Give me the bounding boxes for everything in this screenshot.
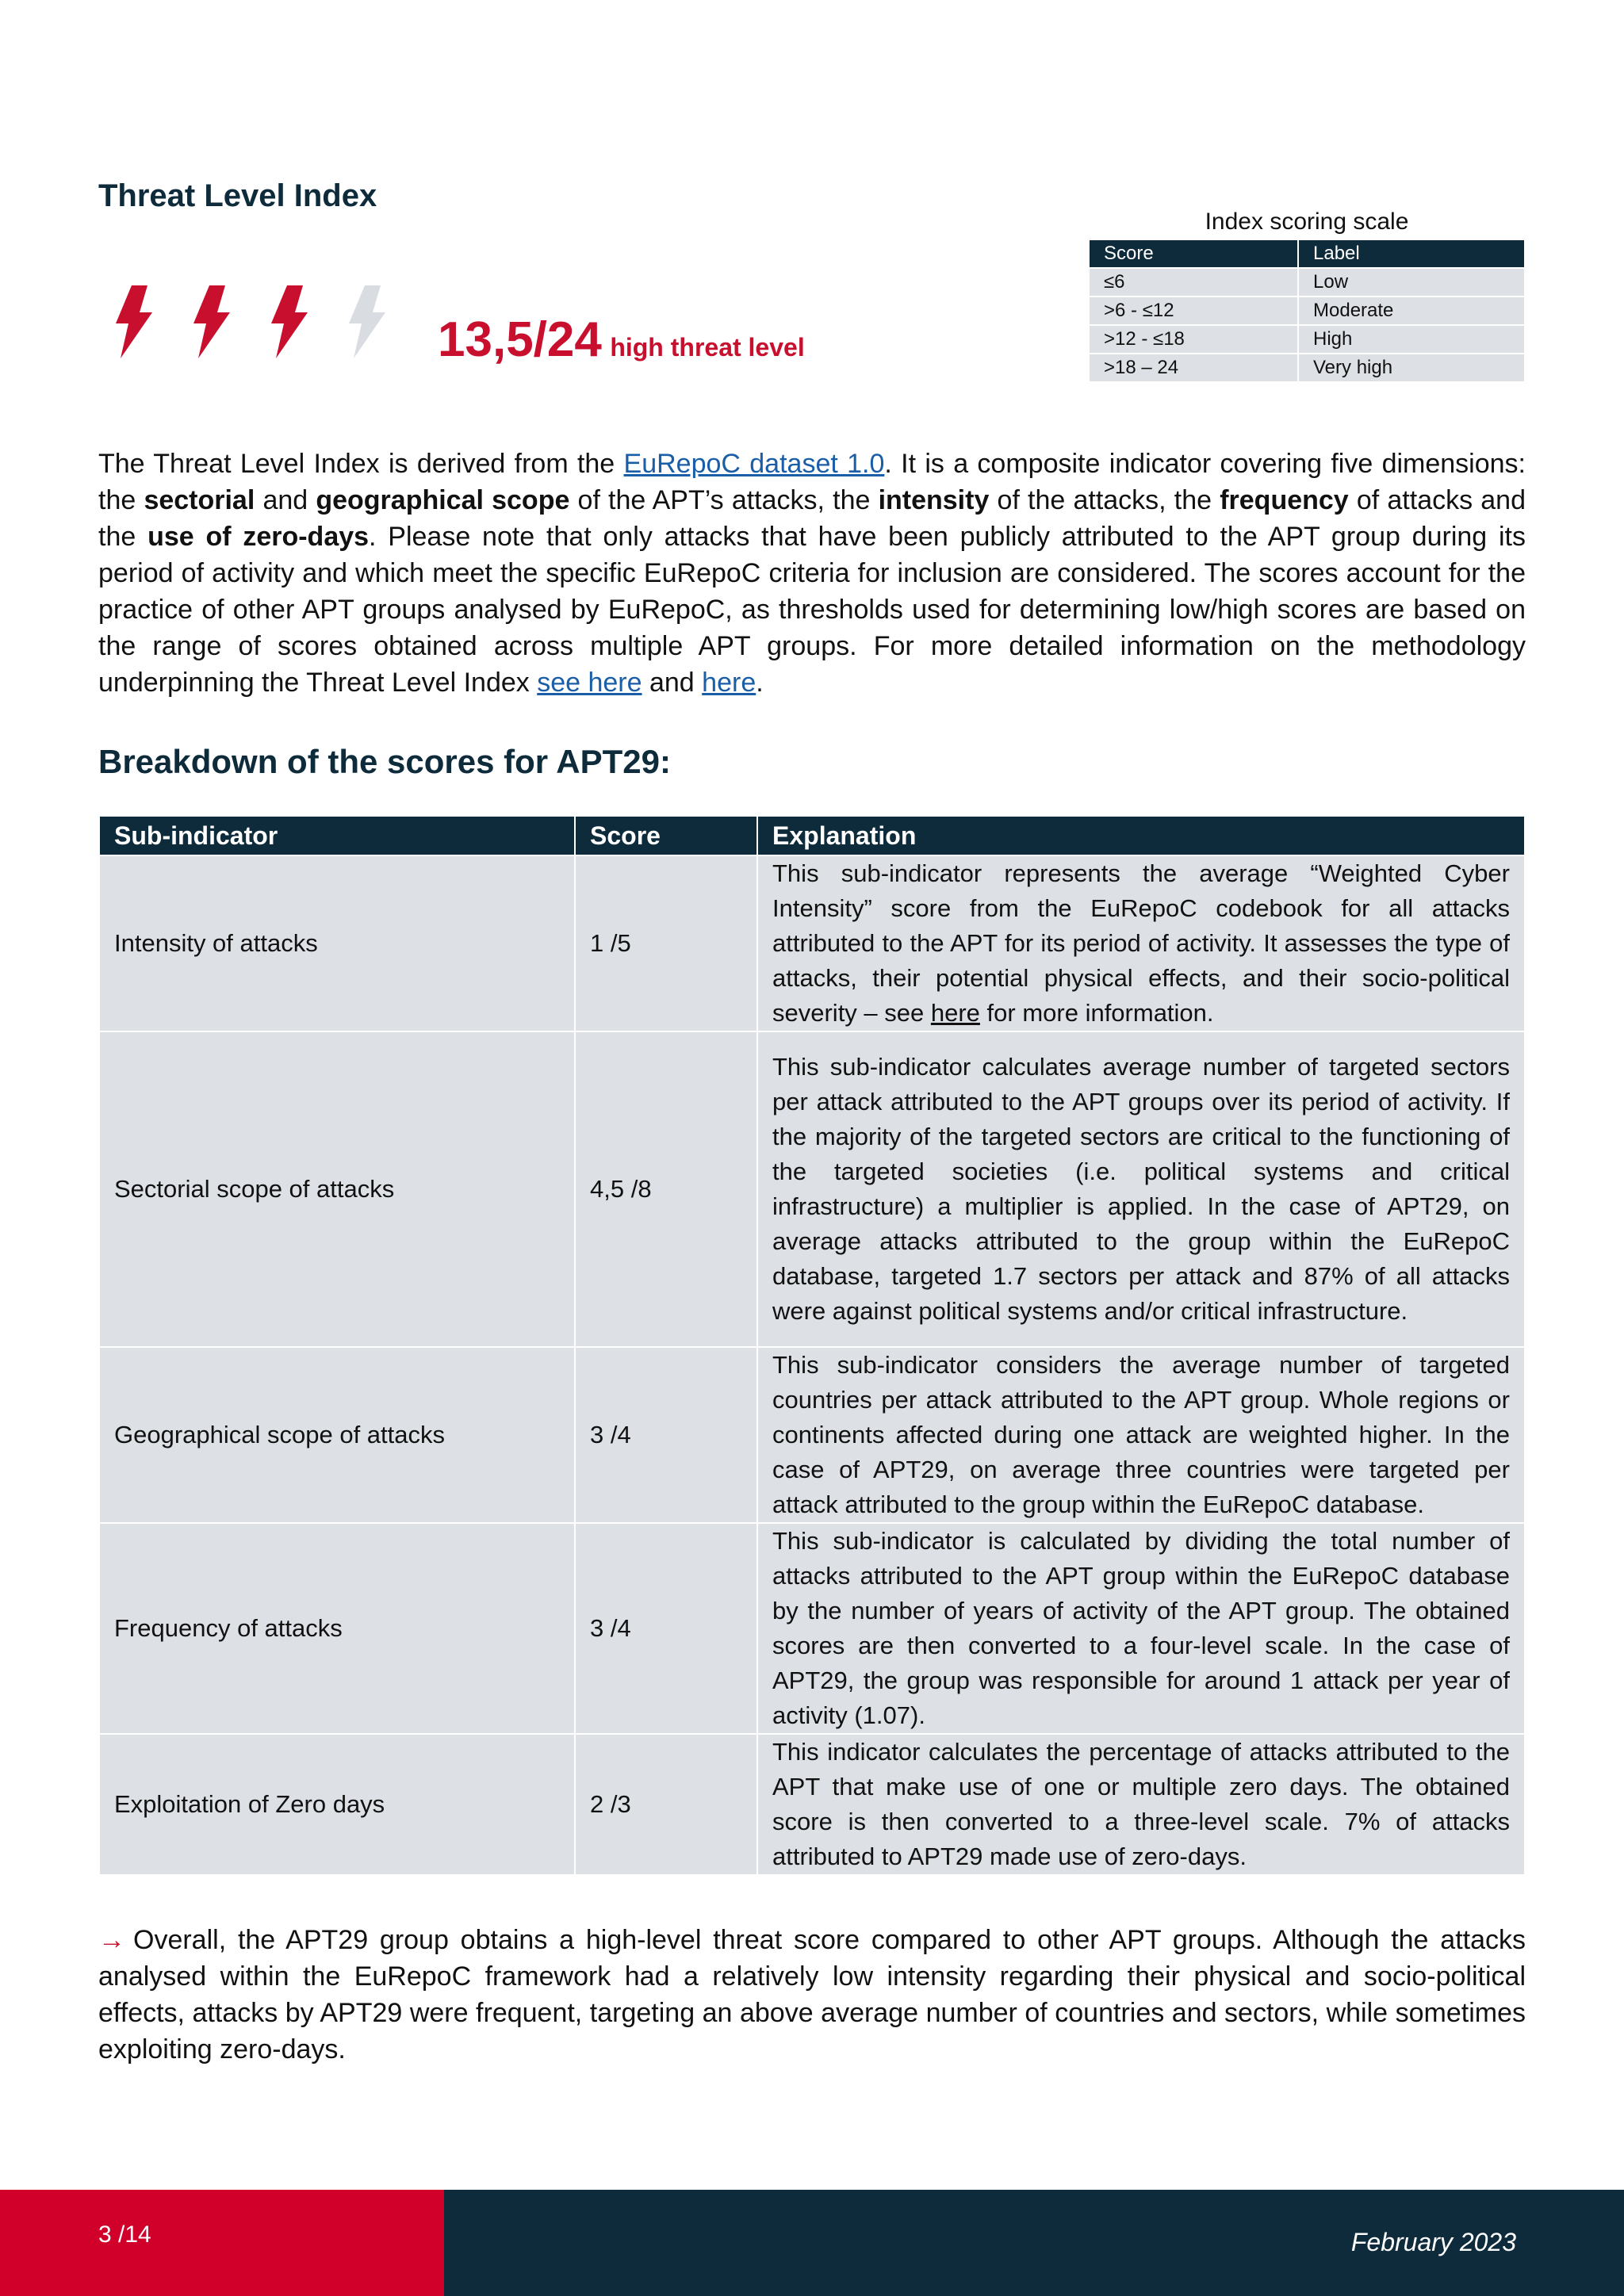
scale-header-label: Label xyxy=(1298,239,1525,268)
header-score: Score xyxy=(575,816,757,855)
explanation-text: This sub-indicator represents the average “Weighted Cyber Intensity” score from the EuRepoC codebook for all attacks attributed to the APT for its period of activity. It assesses the type of attacks, their potential physical effects, and their socio-political severity – see xyxy=(772,859,1510,1027)
page-title: Threat Level Index xyxy=(98,178,377,213)
scale-score: >18 – 24 xyxy=(1089,354,1298,382)
intro-paragraph xyxy=(98,446,1526,701)
here-link[interactable]: here xyxy=(702,668,756,698)
footer-date: February 2023 xyxy=(1350,2228,1516,2256)
threat-bolts xyxy=(111,285,390,358)
header-sub-indicator: Sub-indicator xyxy=(99,816,575,855)
table-row xyxy=(99,855,1525,1031)
scale-caption: Index scoring scale xyxy=(1205,209,1409,235)
scale-label: High xyxy=(1298,325,1525,354)
table-row xyxy=(99,1031,1525,1347)
intro-text: . It is a composite indicator covering five dimensions: the xyxy=(98,449,1526,515)
scores-table xyxy=(98,815,1526,1876)
intro-text: of the attacks, the xyxy=(989,485,1220,515)
table-row xyxy=(1089,325,1525,354)
table-row xyxy=(1089,297,1525,325)
intro-text: of attacks and the xyxy=(98,485,1526,552)
sub-indicator-cell: Exploitation of Zero days xyxy=(99,1734,575,1875)
intro-bold: sectorial xyxy=(144,485,255,515)
threat-score xyxy=(438,312,805,368)
lightning-bolt-icon xyxy=(266,285,312,358)
see-here-link[interactable]: see here xyxy=(537,668,642,698)
intro-bold: geographical scope xyxy=(316,485,570,515)
scale-header-score: Score xyxy=(1089,239,1298,268)
lightning-bolt-icon xyxy=(189,285,235,358)
table-row xyxy=(99,1523,1525,1734)
explanation-text: for more information. xyxy=(979,999,1214,1027)
scale-score: >6 - ≤12 xyxy=(1089,297,1298,325)
score-cell: 2 /3 xyxy=(575,1734,757,1875)
score-cell: 4,5 /8 xyxy=(575,1031,757,1347)
intro-text: and xyxy=(642,668,703,698)
sub-indicator-cell: Geographical scope of attacks xyxy=(99,1347,575,1523)
table-row xyxy=(99,1734,1525,1875)
scale-label: Very high xyxy=(1298,354,1525,382)
threat-score-value: 13,5/24 xyxy=(438,312,602,367)
explanation-cell: This indicator calculates the percentage of attacks attributed to the APT that make use of one or multiple zero days. The obtained score is then converted to a three-level scale. 7% of attacks attributed to APT29 made use of zero-days. xyxy=(757,1734,1525,1875)
score-cell: 3 /4 xyxy=(575,1523,757,1734)
lightning-bolt-icon xyxy=(111,285,157,358)
intro-bold: intensity xyxy=(878,485,990,515)
sub-indicator-cell: Sectorial scope of attacks xyxy=(99,1031,575,1347)
scale-score: ≤6 xyxy=(1089,268,1298,297)
intro-text: . xyxy=(756,668,764,698)
intro-text: of the APT’s attacks, the xyxy=(569,485,879,515)
explanation-cell xyxy=(757,855,1525,1031)
table-row xyxy=(99,1347,1525,1523)
table-row xyxy=(1089,268,1525,297)
score-cell: 1 /5 xyxy=(575,855,757,1031)
scale-label: Moderate xyxy=(1298,297,1525,325)
conclusion-text: Overall, the APT29 group obtains a high-level threat score compared to other APT groups. Although the attacks analysed within the EuRepoC framework had a relatively low intensity regarding their physical and socio-political effects, attacks by APT29 were frequent, targeting an above average number of countries and sectors, while sometimes exploiting zero-days. xyxy=(98,1925,1526,2064)
intro-bold: use of zero-days xyxy=(147,522,370,552)
score-cell: 3 /4 xyxy=(575,1347,757,1523)
arrow-right-icon: → xyxy=(98,1925,125,1955)
explanation-cell: This sub-indicator is calculated by dividing the total number of attacks attributed to the APT group within the EuRepoC database by the number of years of activity of the APT group. The obtained scores are then converted to a four-level scale. In the case of APT29, the group was responsible for around 1 attack per year of activity (1.07). xyxy=(757,1523,1525,1734)
eurepoc-dataset-link[interactable]: EuRepoC dataset 1.0 xyxy=(623,449,885,479)
intro-text: and xyxy=(255,485,316,515)
lightning-bolt-icon xyxy=(344,285,390,358)
explanation-cell: This sub-indicator calculates average number of targeted sectors per attack attributed to the APT groups over its period of activity. If the majority of the targeted sectors are critical to the functioning of the targeted societies (i.e. political systems and critical infrastructure) a multiplier is applied. In the case of APT29, on average attacks attributed to the group within the EuRepoC database, targeted 1.7 sectors per attack and 87% of all attacks were against political systems and/or critical infrastructure. xyxy=(757,1031,1525,1347)
breakdown-title: Breakdown of the scores for APT29: xyxy=(98,743,671,780)
intro-bold: frequency xyxy=(1220,485,1349,515)
sub-indicator-cell: Intensity of attacks xyxy=(99,855,575,1031)
header-explanation: Explanation xyxy=(757,816,1525,855)
scale-table xyxy=(1088,239,1526,383)
conclusion-paragraph xyxy=(98,1922,1526,2068)
page-number: 3 /14 xyxy=(98,2221,151,2248)
table-header-row xyxy=(99,816,1525,855)
index-scoring-scale xyxy=(1088,209,1526,383)
intro-text: The Threat Level Index is derived from the xyxy=(98,449,624,479)
footer-left-band xyxy=(0,2190,444,2296)
intensity-here-link[interactable]: here xyxy=(930,999,980,1027)
threat-score-label: high threat level xyxy=(610,333,805,362)
sub-indicator-cell: Frequency of attacks xyxy=(99,1523,575,1734)
table-row xyxy=(1089,354,1525,382)
explanation-cell: This sub-indicator considers the average number of targeted countries per attack attributed to the APT group. Whole regions or continents affected during one attack are weighted higher. In the case of APT29, on average three countries were targeted per attack attributed to the group within the EuRepoC database. xyxy=(757,1347,1525,1523)
scale-label: Low xyxy=(1298,268,1525,297)
scale-score: >12 - ≤18 xyxy=(1089,325,1298,354)
intro-text: . Please note that only attacks that have been publicly attributed to the APT group during its period of activity and which meet the specific EuRepoC criteria for inclusion are considered. The scores account for the practice of other APT groups analysed by EuRepoC, as thresholds used for determining low/high scores are based on the range of scores obtained across multiple APT groups. For more detailed information on the methodology underpinning the Threat Level Index xyxy=(98,522,1526,698)
